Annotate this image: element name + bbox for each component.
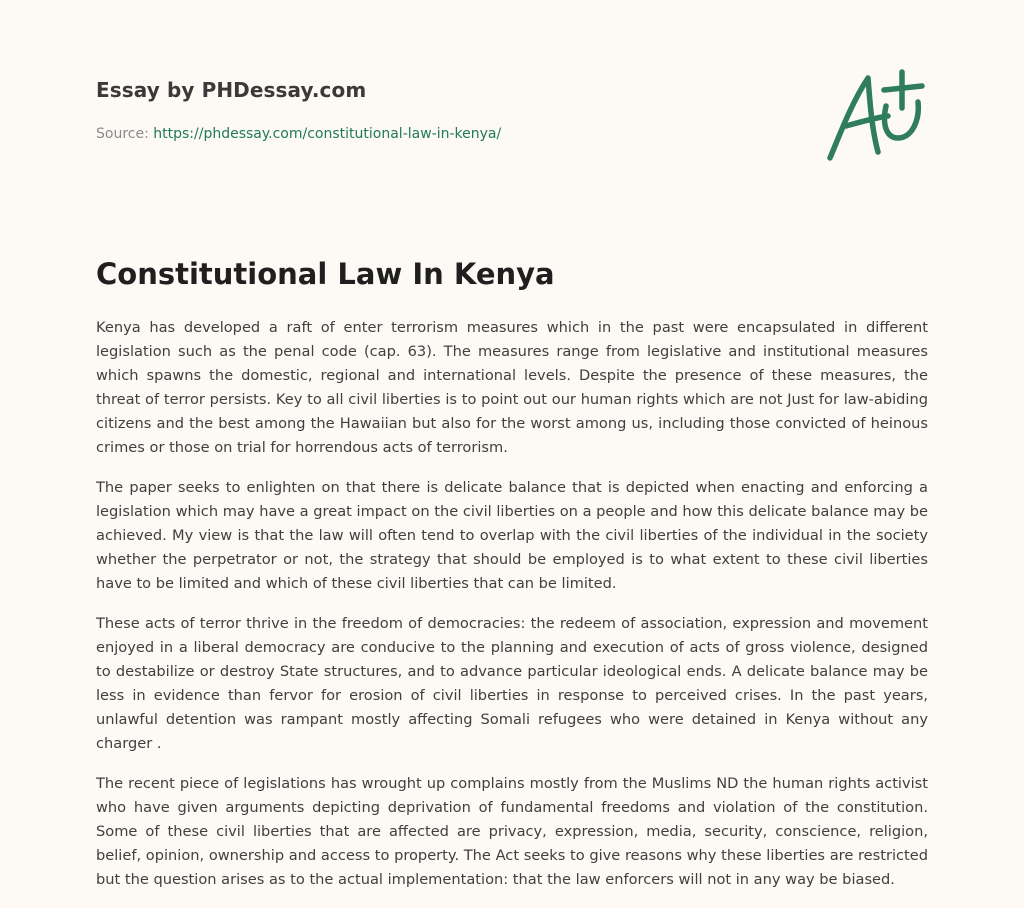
page-header bbox=[96, 76, 928, 144]
source-line bbox=[96, 124, 928, 144]
essay-title: Constitutional Law In Kenya bbox=[96, 257, 555, 291]
essay-paragraph: These acts of terror thrive in the freedom of democracies: the redeem of association, expression and movement enjoyed in a liberal democracy are conducive to the planning and execution of acts of gross violence, designed to destabilize or destroy State structures, and to advance particular ideological ends. A delicate balance may be less in evidence than fervor for erosion of civil liberties in response to perceived crises. In the past years, unlawful detention was rampant mostly affecting Somali refugees who were detained in Kenya without any charger . bbox=[96, 615, 928, 752]
essay-paragraph: The paper seeks to enlighten on that there is delicate balance that is depicted when enacting and enforcing a legislation which may have a great impact on the civil liberties on a people and how this delicate balance may be achieved. My view is that the law will often tend to overlap with the civil liberties of the individual in the society whether the perpetrator or not, the strategy that should be employed is to what extent to these civil liberties have to be limited and which of these civil liberties that can be limited. bbox=[96, 479, 928, 592]
essay-body bbox=[96, 316, 928, 908]
essay-paragraph: Kenya has developed a raft of enter terrorism measures which in the past were encapsulated in different legislation such as the penal code (cap. 63). The measures range from legislative and institutional measures which spawns the domestic, regional and international levels. Despite the presence of these measures, the threat of terror persists. Key to all civil liberties is to point out our human rights which are not Just for law-abiding citizens and the best among the Hawaiian but also for the worst among us, including those convicted of heinous crimes or those on trial for horrendous acts of terrorism. bbox=[96, 319, 928, 456]
a-plus-logo-icon bbox=[822, 68, 928, 164]
site-title: Essay by PHDessay.com bbox=[96, 78, 367, 102]
source-link[interactable]: https://phdessay.com/constitutional-law-in-kenya/ bbox=[153, 126, 502, 142]
essay-paragraph: The recent piece of legislations has wrought up complains mostly from the Muslims ND the human rights activist who have given arguments depicting deprivation of fundamental freedoms and violation of the constitution. Some of these civil liberties that are affected are privacy, expression, media, security, conscience, religion, belief, opinion, ownership and access to property. The Act seeks to give reasons why these liberties are restricted but the question arises as to the actual implementation: that the law enforcers will not in any way be biased. bbox=[96, 775, 928, 888]
source-label: Source: bbox=[96, 126, 154, 142]
